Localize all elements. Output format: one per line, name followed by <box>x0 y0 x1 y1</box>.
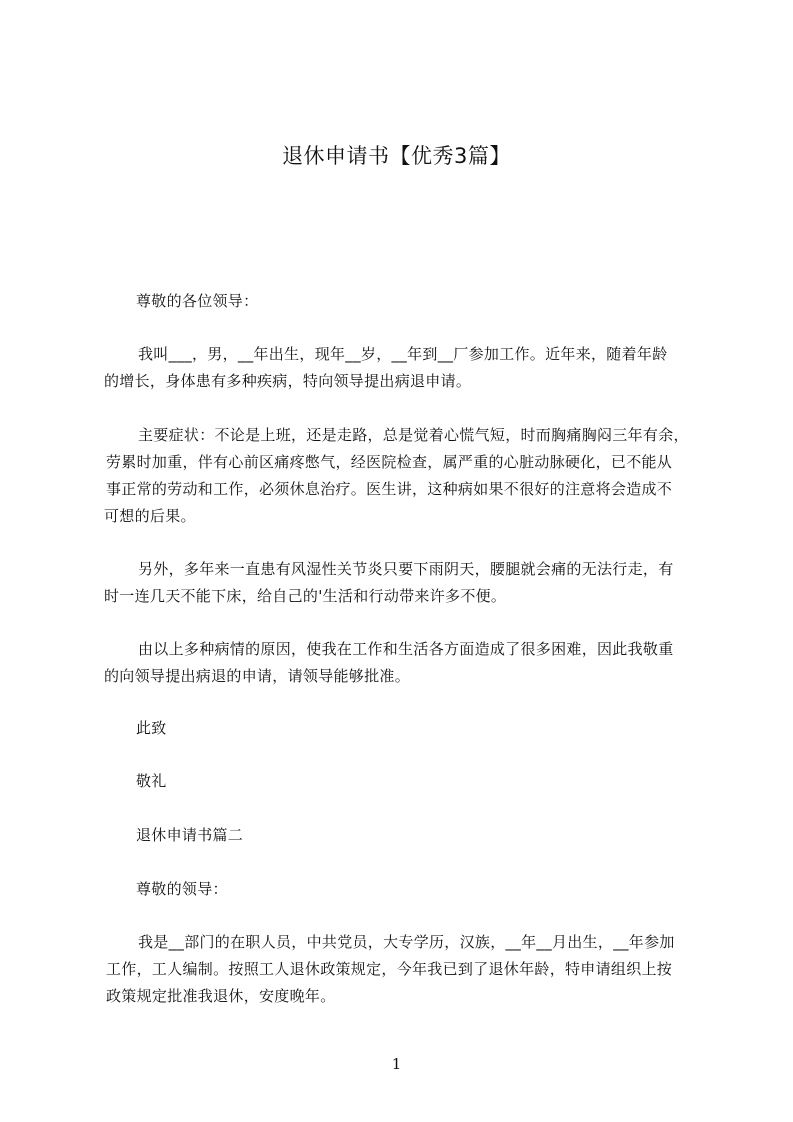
document-title: 退休申请书【优秀3篇】 <box>282 144 511 168</box>
paragraph-line: 主要症状：不论是上班，还是走路，总是觉着心慌气短，时而胸痛胸闷三年有余， <box>138 426 689 444</box>
paragraph-line: 工作，工人编制。按照工人退休政策规定，今年我已到了退休年龄，特申请组织上按 <box>106 960 673 978</box>
paragraph-line: 的向领导提出病退的申请，请领导能够批准。 <box>104 667 411 685</box>
paragraph-line: 时一连几天不能下床，给自己的'生活和行动带来许多不便。 <box>104 587 507 605</box>
paragraph-line: 事正常的劳动和工作，必须休息治疗。医生讲，这种病如果不很好的注意将会造成不 <box>106 480 673 498</box>
section-heading: 退休申请书篇二 <box>136 826 244 844</box>
closing-line: 敬礼 <box>136 772 167 790</box>
salutation: 尊敬的领导： <box>136 880 228 898</box>
paragraph-line: 的增长，身体患有多种疾病，特向领导提出病退申请。 <box>104 372 472 390</box>
paragraph-line: 政策规定批准我退休，安度晚年。 <box>106 987 336 1005</box>
paragraph-line: 由以上多种病情的原因，使我在工作和生活各方面造成了很多困难，因此我敬重 <box>138 640 674 658</box>
paragraph-line: 另外，多年来一直患有风湿性关节炎只要下雨阴天，腰腿就会痛的无法行走，有 <box>138 560 674 578</box>
paragraph-line: 我是__部门的在职人员，中共党员，大专学历，汉族，__年__月出生，__年参加 <box>138 933 675 951</box>
paragraph-line: 劳累时加重，伴有心前区痛疼憋气，经医院检查，属严重的心脏动脉硬化，已不能从 <box>106 453 673 471</box>
closing-line: 此致 <box>136 719 167 737</box>
paragraph-line: 可想的后果。 <box>104 507 196 525</box>
page-number: 1 <box>391 1055 402 1073</box>
salutation: 尊敬的各位领导： <box>136 292 259 310</box>
paragraph-line: 我叫___，男，__年出生，现年__岁，__年到__厂参加工作。近年来，随着年龄 <box>138 345 668 363</box>
